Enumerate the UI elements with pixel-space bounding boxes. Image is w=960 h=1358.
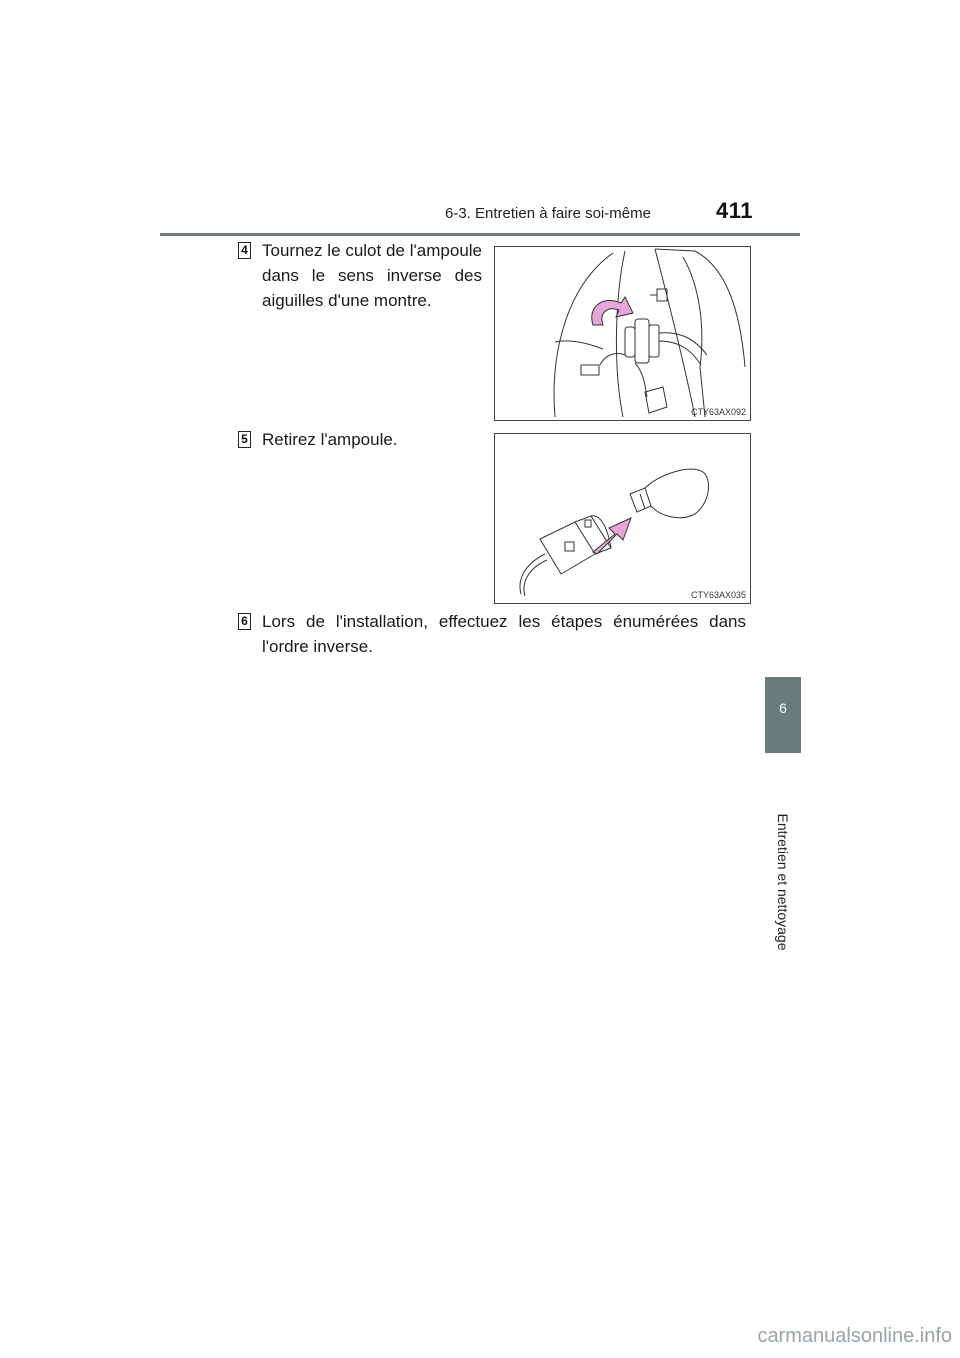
figure-code: CTY63AX035 xyxy=(690,590,746,600)
step-number-4: 4 xyxy=(238,242,251,259)
step-6-line-1: Lors de l'installation, effectuez les étapes énumérées dans xyxy=(262,612,746,631)
header-rule xyxy=(160,233,800,236)
step-4-line-2: dans le sens inverse des xyxy=(262,266,482,285)
step-text-6 xyxy=(262,609,746,659)
chapter-label: Entretien et nettoyage xyxy=(775,813,791,951)
step-text-5 xyxy=(262,427,482,452)
step-6-line-2: l'ordre inverse. xyxy=(262,637,373,656)
watermark: carmanualsonline.info xyxy=(757,1325,952,1347)
figure-turn-bulb-base xyxy=(494,246,751,421)
figure-remove-bulb xyxy=(494,433,751,604)
step-number-6: 6 xyxy=(238,613,251,630)
chapter-number: 6 xyxy=(779,700,787,716)
step-4-line-1: Tournez le culot de l'ampoule xyxy=(262,241,482,260)
page-number: 411 xyxy=(716,198,753,223)
figure-code: CTY63AX092 xyxy=(690,407,746,417)
step-5-line-1: Retirez l'ampoule. xyxy=(262,430,398,449)
counterclockwise-arrow-icon xyxy=(592,297,633,325)
pull-arrow-icon xyxy=(593,518,631,554)
section-title: 6-3. Entretien à faire soi-même xyxy=(445,205,651,222)
illustration-turn-bulb xyxy=(495,247,750,420)
step-4-line-3: aiguilles d'une montre. xyxy=(262,291,432,310)
illustration-remove-bulb xyxy=(495,434,750,603)
chapter-tab xyxy=(765,677,801,753)
step-text-4 xyxy=(262,238,482,313)
step-number-5: 5 xyxy=(238,431,251,448)
